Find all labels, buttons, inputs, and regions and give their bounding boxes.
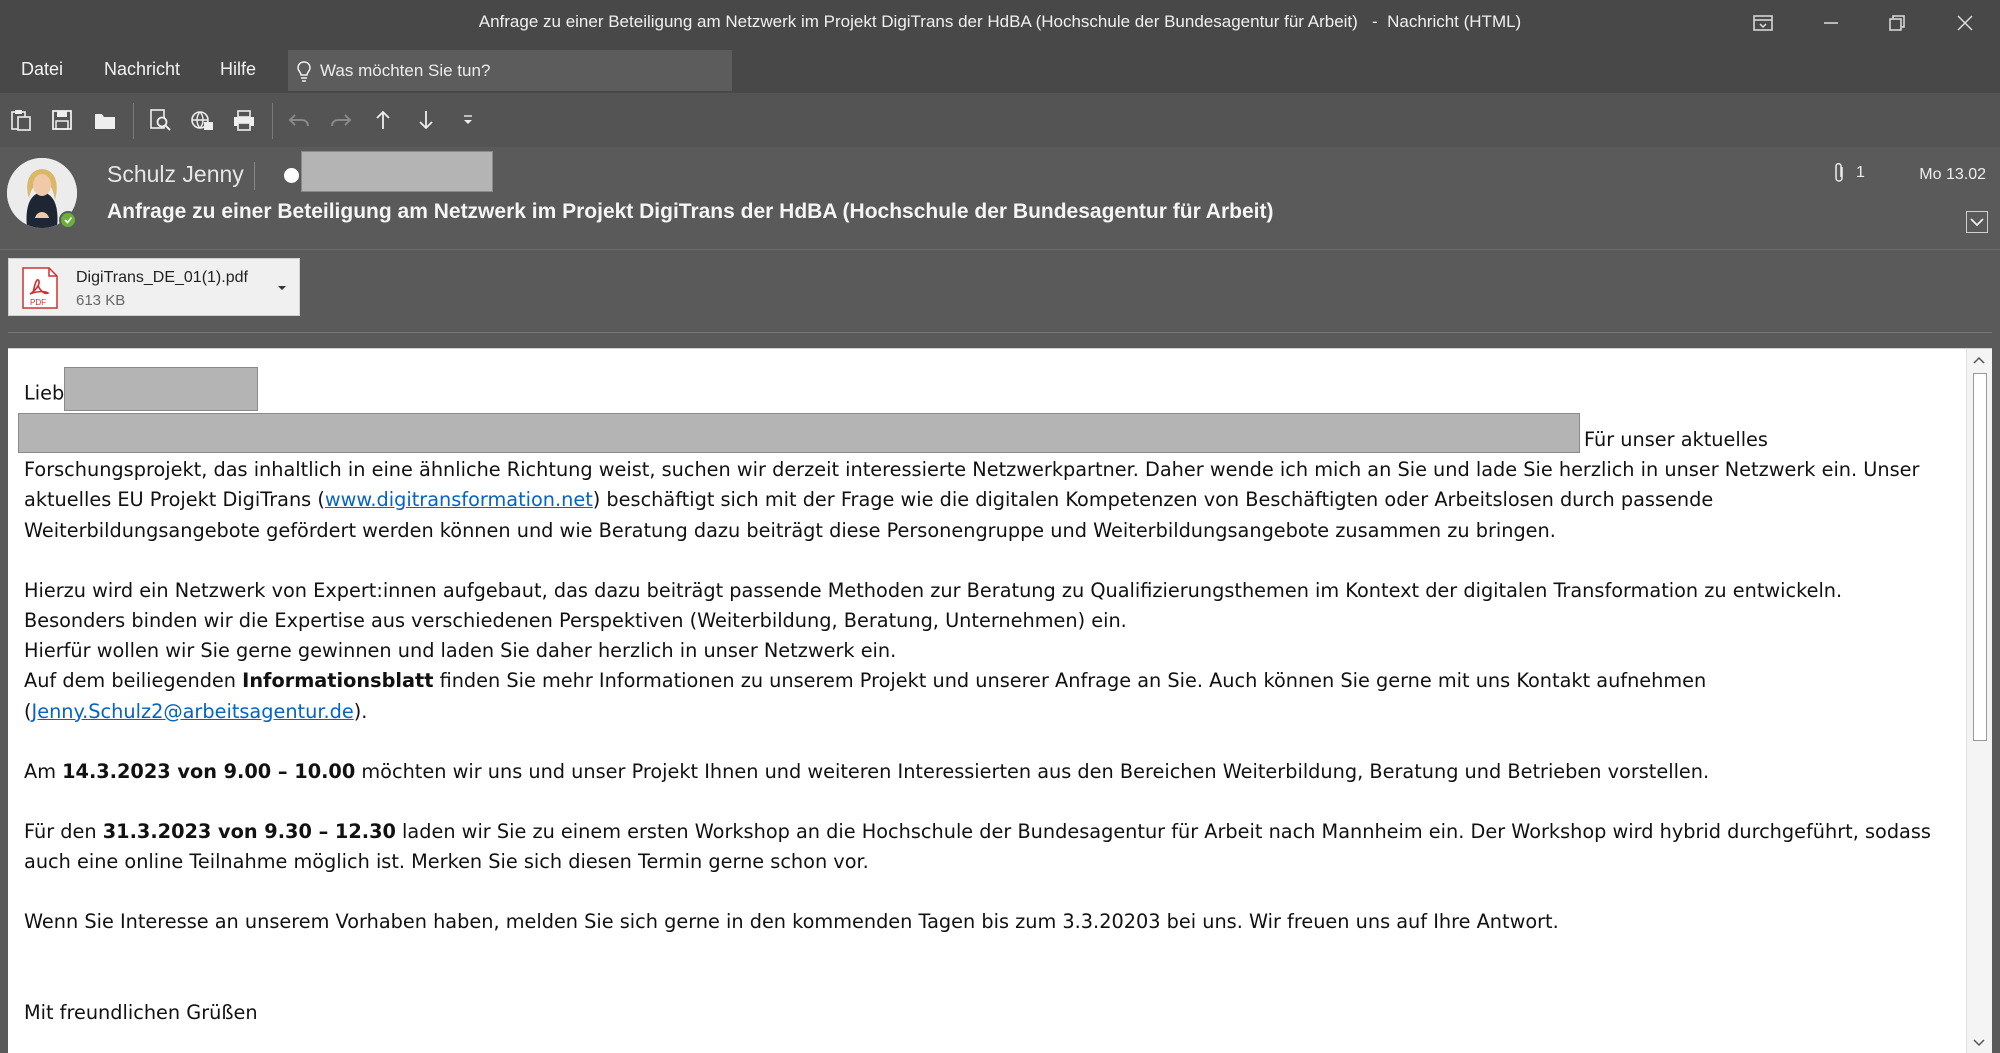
arrow-up-icon xyxy=(373,109,393,131)
presence-available-icon xyxy=(59,211,77,229)
restore-button[interactable] xyxy=(1864,0,1930,45)
minimize-icon xyxy=(1823,15,1839,31)
print-preview-button[interactable] xyxy=(145,105,175,135)
arrow-down-icon xyxy=(416,109,436,131)
lightbulb-icon xyxy=(296,60,312,82)
restore-icon xyxy=(1889,15,1905,31)
tell-me-placeholder: Was möchten Sie tun? xyxy=(320,60,491,80)
title-bar xyxy=(0,0,2000,45)
message-body xyxy=(24,369,1944,1028)
paperclip-icon xyxy=(1832,161,1846,185)
attachment-dropdown-button[interactable] xyxy=(277,281,287,295)
attachment-count: 1 xyxy=(1856,164,1865,181)
header-separator xyxy=(254,162,255,190)
redacted-intro-text xyxy=(18,413,1580,453)
customize-icon xyxy=(461,112,475,128)
quick-access-toolbar xyxy=(0,93,2000,147)
contact-email-link[interactable]: Jenny.Schulz2@arbeitsagentur.de xyxy=(31,699,354,723)
window-title: Anfrage zu einer Beteiligung am Netzwerk im Projekt DigiTrans der HdBA (Hochschule der Bundesagentur für Arbeit) - Nachricht (HTML) xyxy=(478,12,1522,31)
closing: Mit freundlichen Grüßen xyxy=(24,1000,258,1024)
paragraph-2-line-2: Hierfür wollen wir Sie gerne gewinnen und laden Sie daher herzlich in unser Netzwerk ein. xyxy=(24,639,897,663)
tell-me-search[interactable] xyxy=(288,50,732,91)
next-item-button[interactable] xyxy=(411,105,441,135)
scroll-down-icon[interactable] xyxy=(1972,1038,1986,1048)
attachment-name: DigiTrans_DE_01(1).pdf xyxy=(76,269,248,286)
globe-icon xyxy=(189,108,215,132)
redacted-recipient-name xyxy=(64,367,258,411)
print-icon xyxy=(232,109,256,131)
paste-icon xyxy=(9,108,33,132)
move-to-folder-button[interactable] xyxy=(90,105,120,135)
paragraph-1: Für unser aktuelles Forschungsprojekt, das inhaltlich in eine ähnliche Richtung weist, suchen wir derzeit interessierte Netzwerkpartner. Daher wende ich mich an Sie und lade Sie herzlich in unser Netzwerk ein. Unser aktuelles EU Projekt DigiTrans (www.digitransformation.net) beschäftigt sich mit der Frage wie die digitalen Kompetenzen von Beschäftigten oder Arbeitslosen durch passende Weiterbildungsangebote gefördert werden können und wie Beratung dazu beiträgt diese Personengruppe und Weiterbildungsangebote zusammen zu bringen. xyxy=(24,425,1944,546)
menu-hilfe[interactable]: Hilfe xyxy=(220,59,257,79)
preview-icon xyxy=(148,108,172,132)
header-body-divider xyxy=(8,332,1992,333)
chevron-down-icon xyxy=(277,284,287,292)
message-body-pane[interactable] xyxy=(8,348,1992,1053)
svg-text:PDF: PDF xyxy=(30,298,46,307)
folder-icon xyxy=(93,109,117,131)
vertical-scrollbar[interactable] xyxy=(1966,349,1992,1053)
paste-button[interactable] xyxy=(6,105,36,135)
attachment-size: 613 KB xyxy=(76,292,126,309)
expand-header-button[interactable] xyxy=(1966,211,1988,233)
recipient-status-dot xyxy=(284,168,299,183)
ribbon-display-icon xyxy=(1753,15,1773,31)
paragraph-4: Für den 31.3.2023 von 9.30 – 12.30 laden wir Sie zu einem ersten Workshop an die Hochschule der Bundesagentur für Arbeit nach Mannheim ein. Der Workshop wird hybrid durchgeführt, sodass auch eine online Teilnahme möglich ist. Merken Sie sich diesen Termin gerne schon vor. xyxy=(24,820,1931,874)
save-icon xyxy=(51,109,73,131)
redo-button[interactable] xyxy=(326,105,356,135)
project-link[interactable]: www.digitransformation.net xyxy=(324,488,593,512)
save-button[interactable] xyxy=(47,105,77,135)
redo-icon xyxy=(329,109,353,131)
attachment-item[interactable] xyxy=(8,258,300,316)
pdf-icon xyxy=(21,267,59,314)
minimize-button[interactable] xyxy=(1798,0,1864,45)
message-subject: Anfrage zu einer Beteiligung am Netzwerk im Projekt DigiTrans der HdBA (Hochschule der Bundesagentur für Arbeit) xyxy=(107,200,1274,223)
message-header xyxy=(0,147,2000,250)
sender-name[interactable]: Schulz Jenny xyxy=(107,161,244,187)
salutation-line xyxy=(24,377,1944,411)
toolbar-separator xyxy=(272,103,273,139)
close-icon xyxy=(1957,15,1973,31)
paragraph-5: Wenn Sie Interesse an unserem Vorhaben haben, melden Sie sich gerne in den kommenden Tagen bis zum 3.3.20203 bei uns. Wir freuen uns auf Ihre Antwort. xyxy=(24,910,1559,934)
scroll-up-icon[interactable] xyxy=(1972,355,1986,365)
ribbon-display-options-button[interactable] xyxy=(1730,0,1796,45)
undo-button[interactable] xyxy=(284,105,314,135)
menu-datei[interactable]: Datei xyxy=(21,59,64,79)
scroll-thumb[interactable] xyxy=(1973,373,1987,741)
toolbar-separator xyxy=(133,103,134,139)
print-button[interactable] xyxy=(229,105,259,135)
chevron-down-icon xyxy=(1970,217,1984,227)
redacted-recipient xyxy=(301,151,493,192)
previous-item-button[interactable] xyxy=(368,105,398,135)
paragraph-3: Am 14.3.2023 von 9.00 – 10.00 möchten wir uns und unser Projekt Ihnen und weiteren Interessierten aus den Bereichen Weiterbildung, Beratung und Betrieben vorstellen. xyxy=(24,759,1710,783)
menu-nachricht[interactable]: Nachricht xyxy=(104,59,181,79)
salutation: Lieb xyxy=(24,381,65,405)
customize-toolbar-button[interactable] xyxy=(453,105,483,135)
attachment-indicator xyxy=(1832,161,1865,185)
paragraph-2-line-3: Auf dem beiliegenden Informationsblatt finden Sie mehr Informationen zu unserem Projekt und unserer Anfrage an Sie. Auch können Sie gerne mit uns Kontakt aufnehmen (Jenny.Schulz2@arbeitsagentur.de). xyxy=(24,669,1707,723)
message-date: Mo 13.02 xyxy=(1919,166,1986,183)
undo-icon xyxy=(287,109,311,131)
paragraph-2-line-1: Hierzu wird ein Netzwerk von Expert:innen aufgebaut, das dazu beiträgt passende Methoden zur Beratung zu Qualifizierungsthemen im Kontext der digitalen Transformation zu entwickeln. Besonders binden wir die Expertise aus verschiedenen Perspektiven (Weiterbildung, Beratung, Unternehmen) ein. xyxy=(24,578,1843,633)
close-button[interactable] xyxy=(1932,0,1998,45)
web-view-button[interactable] xyxy=(187,105,217,135)
